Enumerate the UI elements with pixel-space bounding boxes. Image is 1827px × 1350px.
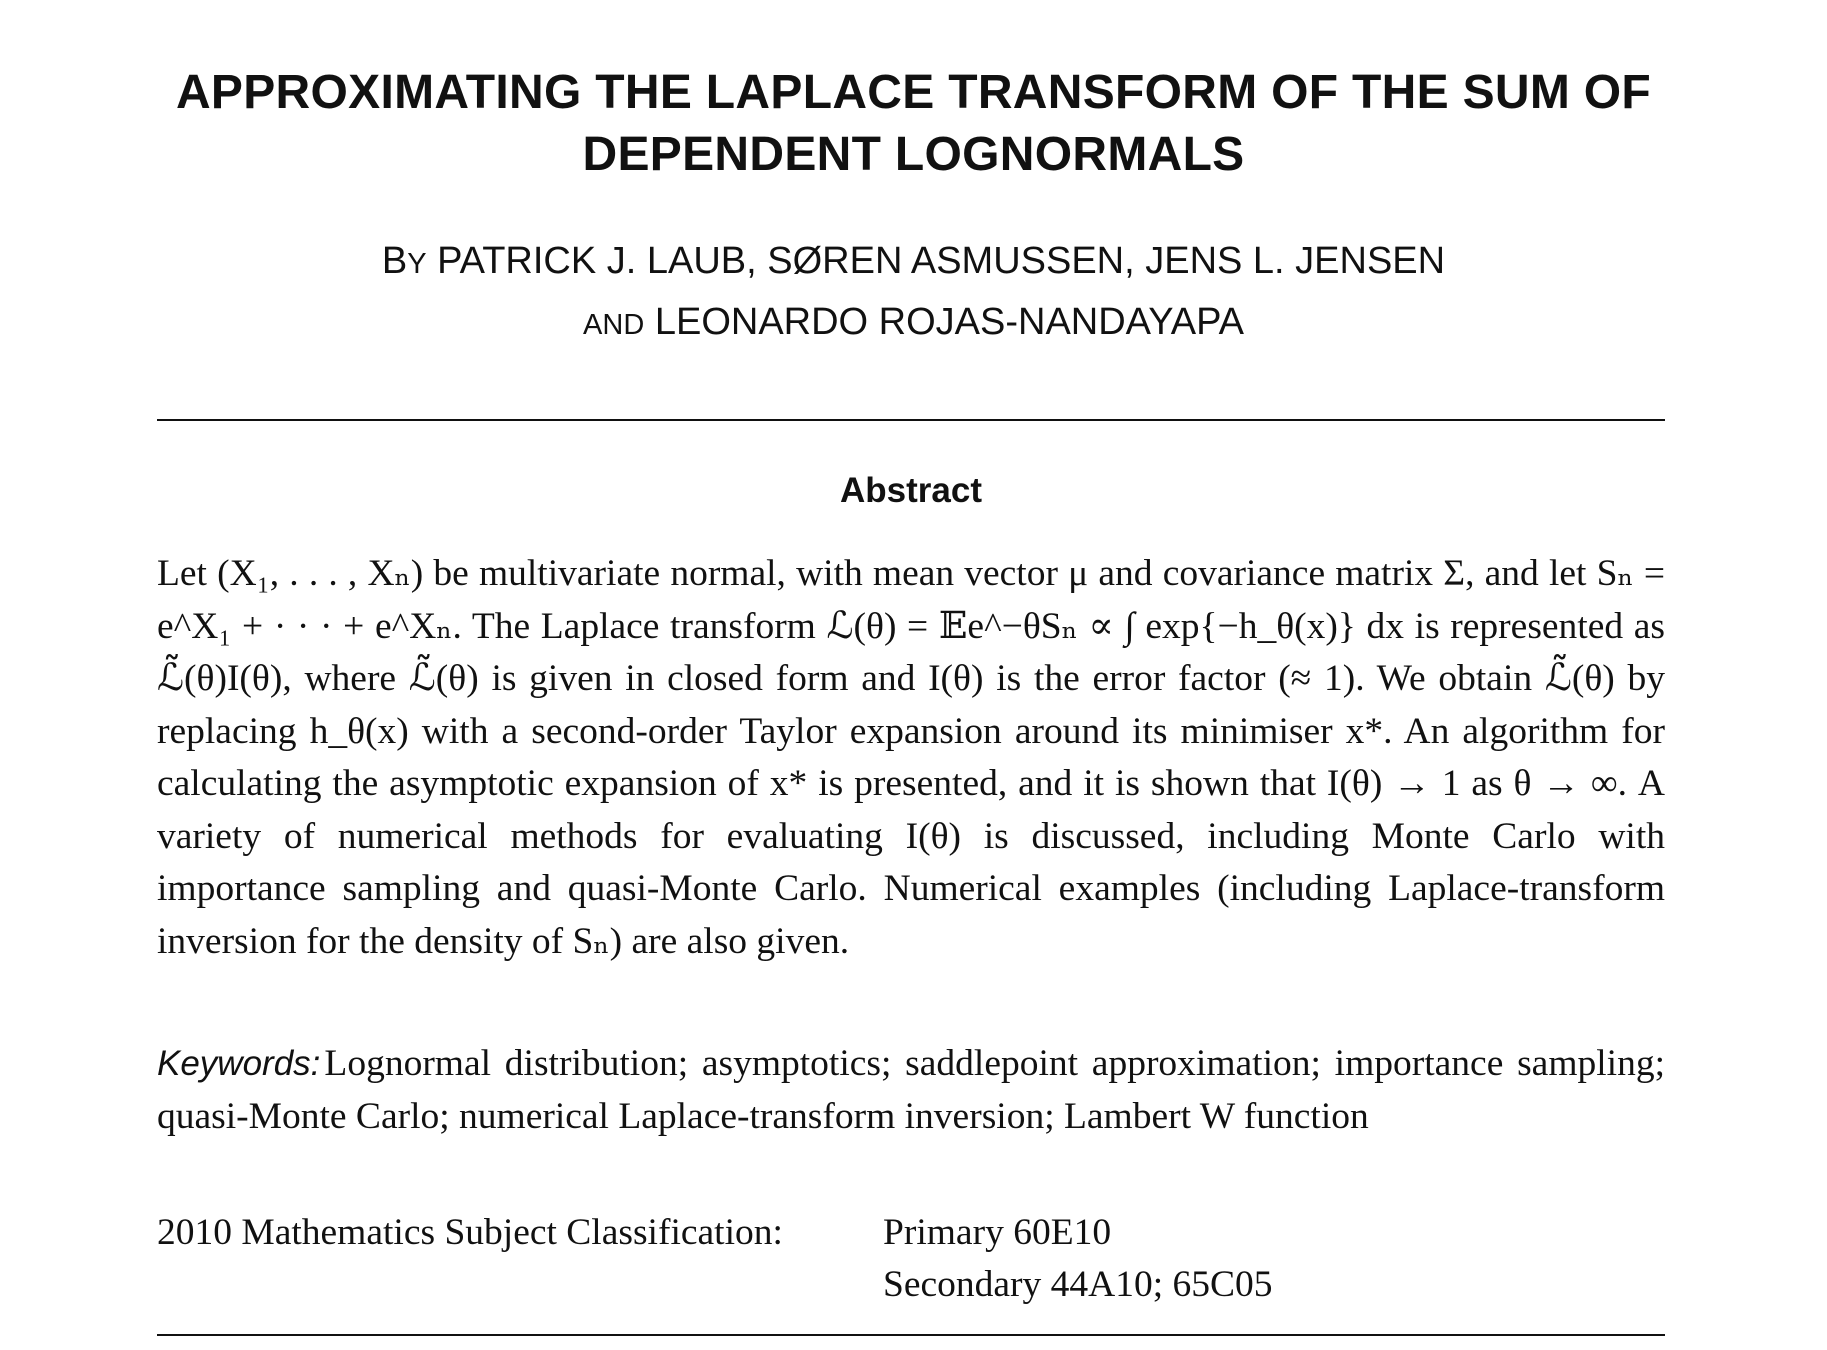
msc-primary: Primary 60E10 xyxy=(883,1212,1112,1253)
msc-secondary: Secondary 44A10; 65C05 xyxy=(883,1264,1273,1305)
top-divider xyxy=(157,419,1665,421)
abstract-text: Let (X₁, . . . , Xₙ) be multivariate normal, with mean vector μ and covariance matrix Σ, and let Sₙ = e^X₁ + · · · + e^Xₙ. The Laplace transform ℒ(θ) = 𝔼e^−θSₙ ∝ ∫ exp{−h_θ(x)} dx is represented as ℒ̃(θ)I(θ), where ℒ̃(θ) is given in closed form and I(θ) is the error factor (≈ 1). We obtain ℒ̃(θ) by replacing h_θ(x) with a second-order Taylor expansion around its minimiser x*. An algorithm for calculating the asymptotic expansion of x* is presented, and it is shown that I(θ) → 1 as θ → ∞. A variety of numerical methods for evaluating I(θ) is discussed, including Monte Carlo with importance sampling and quasi-Monte Carlo. Numerical examples (including Laplace-transform inversion for the density of Sₙ) are also given. xyxy=(157,553,1665,962)
title-line-1: APPROXIMATING THE LAPLACE TRANSFORM OF THE SUM OF xyxy=(175,66,1652,119)
title-line-2: DEPENDENT LOGNORMALS xyxy=(582,128,1245,181)
keywords-text: Lognormal distribution; asymptotics; saddlepoint approximation; importance sampling; quasi-Monte Carlo; numerical Laplace-transform inversion; Lambert W function xyxy=(157,1043,1665,1137)
by-initial: B xyxy=(381,240,408,282)
and-word: AND xyxy=(583,309,645,341)
keywords-paragraph xyxy=(157,1038,1665,1143)
author-list xyxy=(60,232,1767,354)
abstract-heading: Abstract xyxy=(840,471,982,510)
bottom-divider xyxy=(157,1334,1665,1336)
by-rest: Y xyxy=(407,248,427,280)
paper-title xyxy=(60,62,1767,186)
msc-label: 2010 Mathematics Subject Classification: xyxy=(157,1212,783,1253)
authors-line-1: PATRICK J. LAUB, SØREN ASMUSSEN, JENS L. JENSEN xyxy=(426,240,1446,282)
authors-line-2: LEONARDO ROJAS-NANDAYAPA xyxy=(644,301,1244,343)
keywords-label: Keywords: xyxy=(157,1044,321,1083)
